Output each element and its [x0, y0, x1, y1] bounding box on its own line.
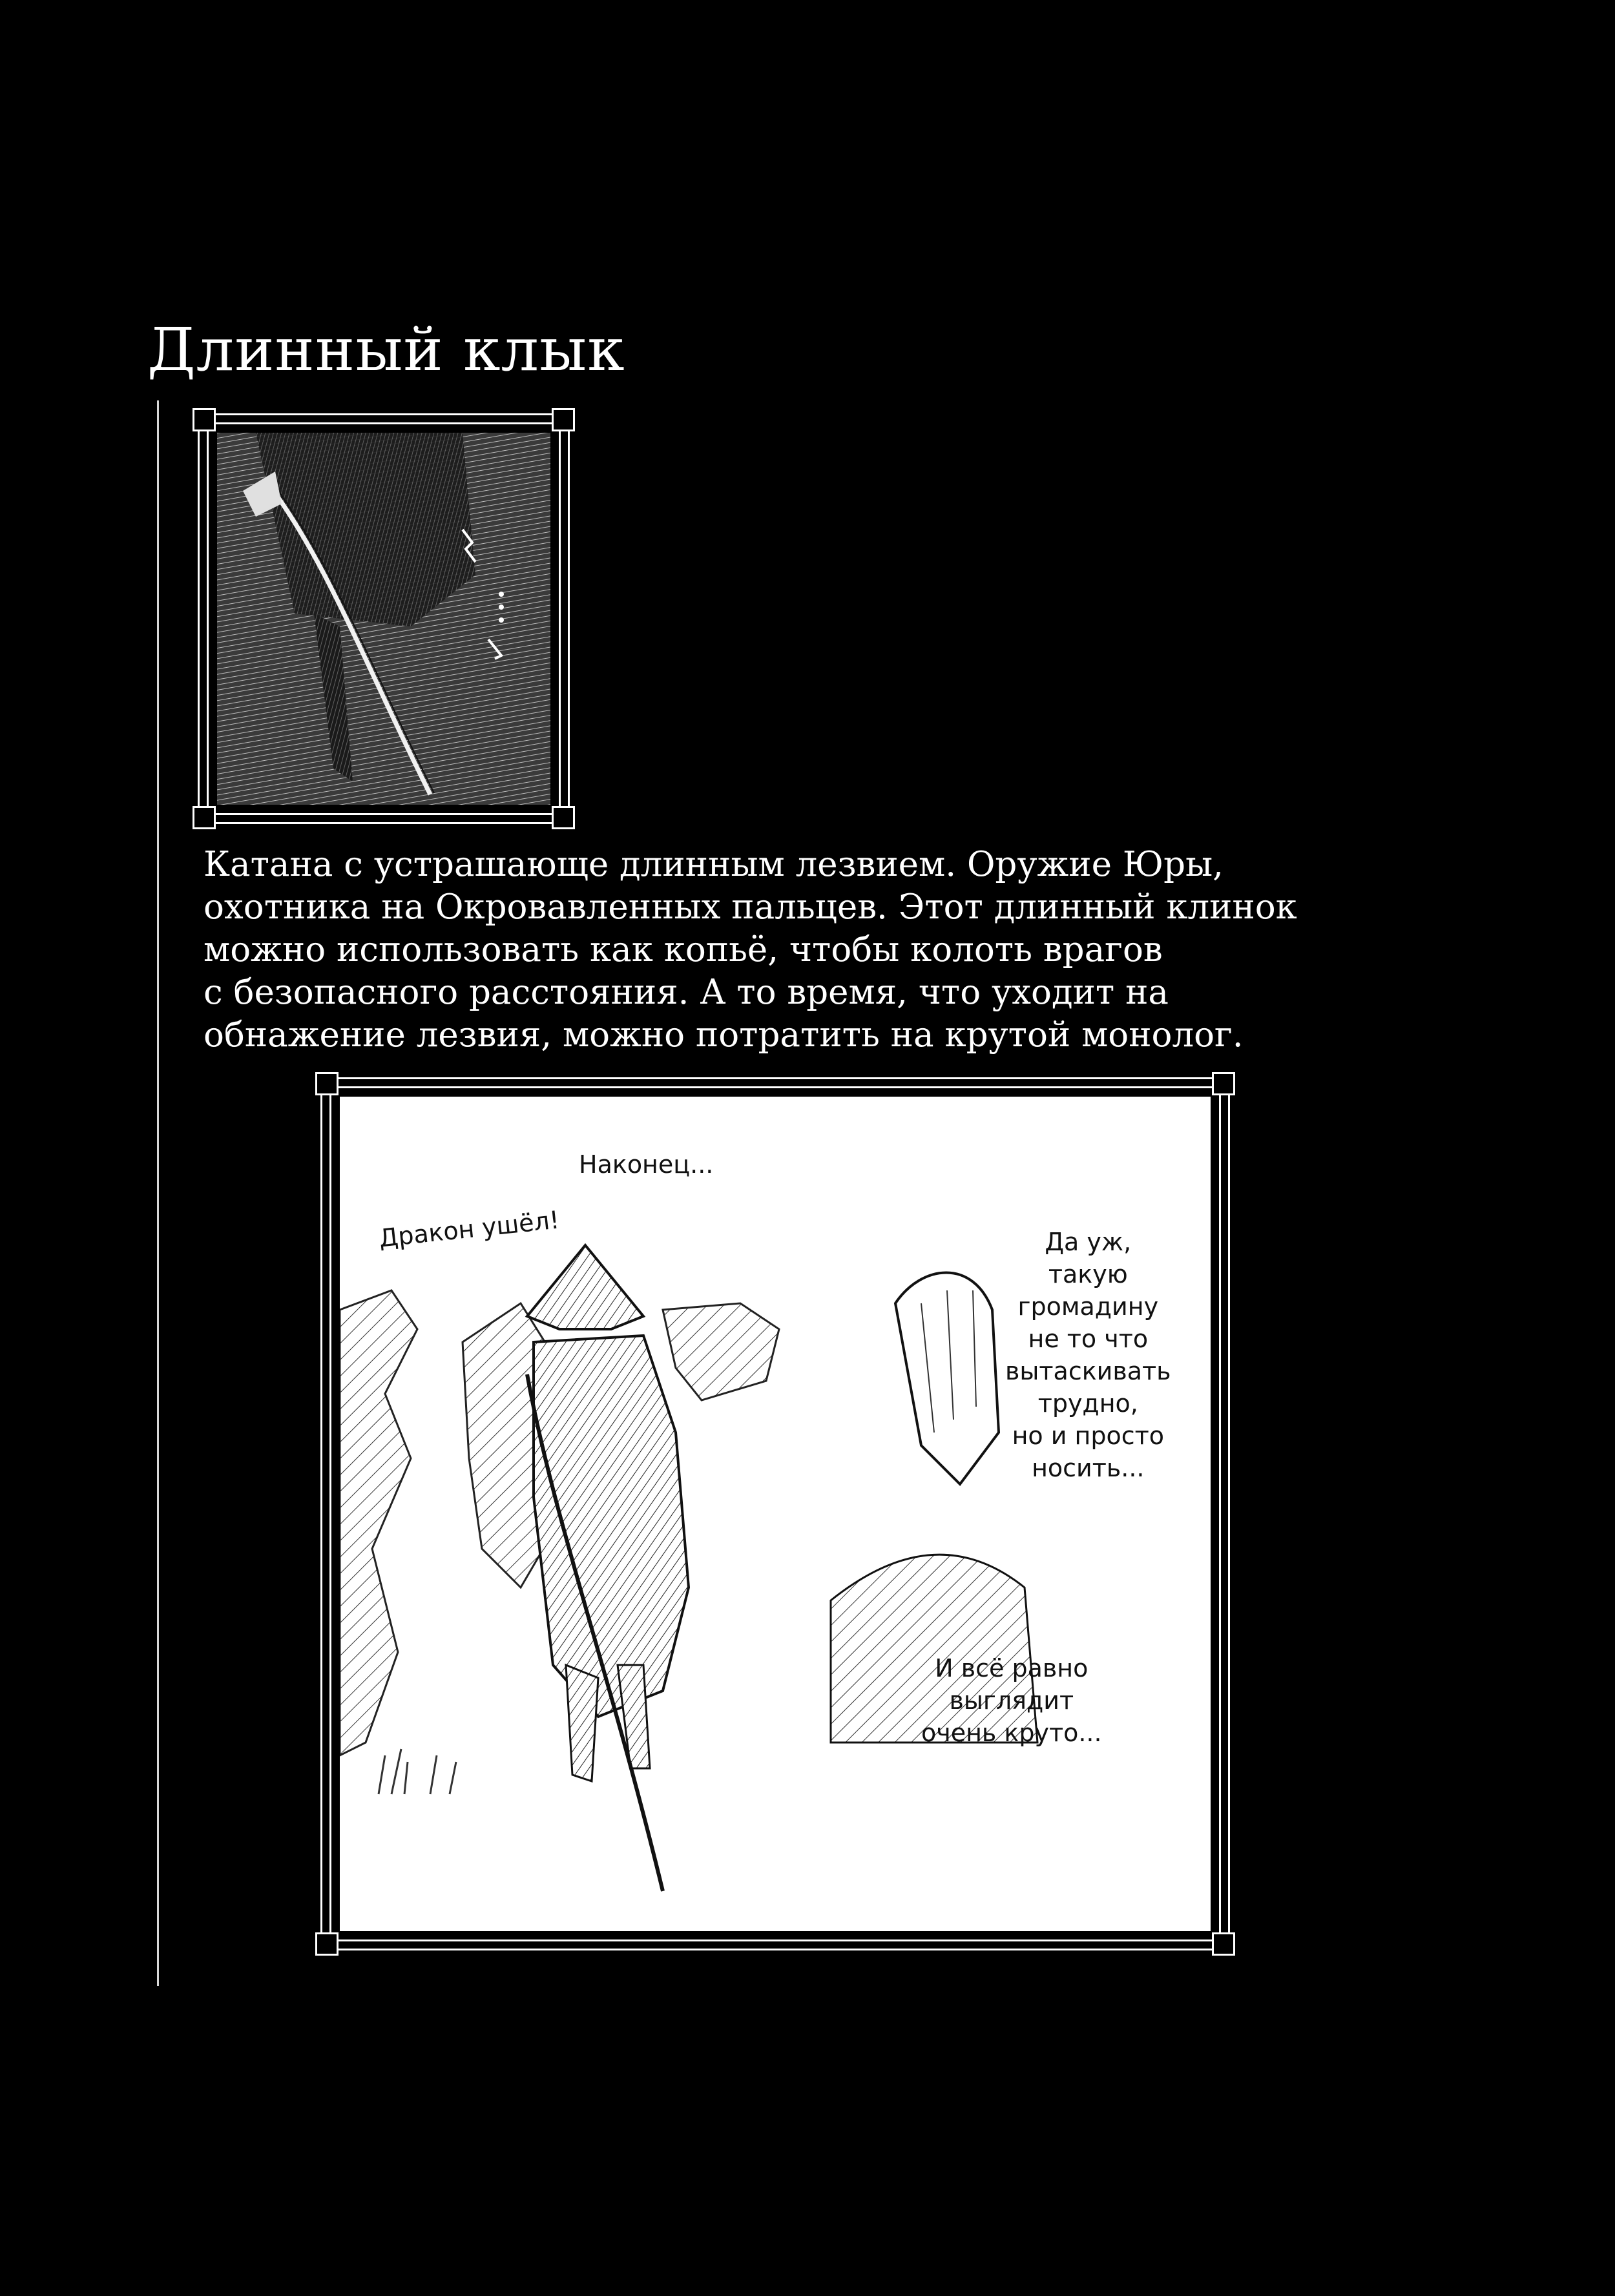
speech-bubble-still-cool: И всё равно выглядит очень круто...: [921, 1654, 1102, 1747]
frame-corner: [552, 806, 575, 829]
frame-corner: [552, 408, 575, 431]
description-line: Катана с устрашающе длинным лезвием. Оружие Юры,: [203, 845, 1224, 884]
frame-corner: [193, 408, 216, 431]
frame-corner: [1212, 1932, 1235, 1956]
katana-manga-illustration: [217, 433, 550, 805]
comic-sketch: [340, 1097, 1211, 1931]
speech-bubble-finally: Наконец...: [579, 1150, 714, 1179]
description-line: охотника на Окровавленных пальцев. Этот длинный клинок: [203, 887, 1297, 927]
page-title: Длинный клык: [147, 315, 625, 384]
frame-corner: [193, 806, 216, 829]
item-artwork-frame: [198, 413, 570, 824]
speech-bubble-huge-sword: Да уж, такую громадину не то что вытаскивать трудно, но и просто носить...: [1005, 1228, 1171, 1482]
vertical-divider: [157, 400, 159, 1986]
speech-bubble-dragon-left: Дракон ушёл!: [377, 1205, 561, 1253]
description-line: с безопасного расстояния. А то время, что уходит на: [203, 973, 1169, 1012]
description-line: можно использовать как копьё, чтобы колоть врагов: [203, 930, 1163, 969]
frame-corner: [1212, 1072, 1235, 1095]
frame-corner: [315, 1932, 339, 1956]
item-description: [203, 843, 1340, 1057]
comic-panel-frame: [320, 1077, 1230, 1950]
frame-corner: [315, 1072, 339, 1095]
description-line: обнажение лезвия, можно потратить на крутой монолог.: [203, 1015, 1244, 1055]
katana-illustration-svg: [217, 433, 550, 805]
